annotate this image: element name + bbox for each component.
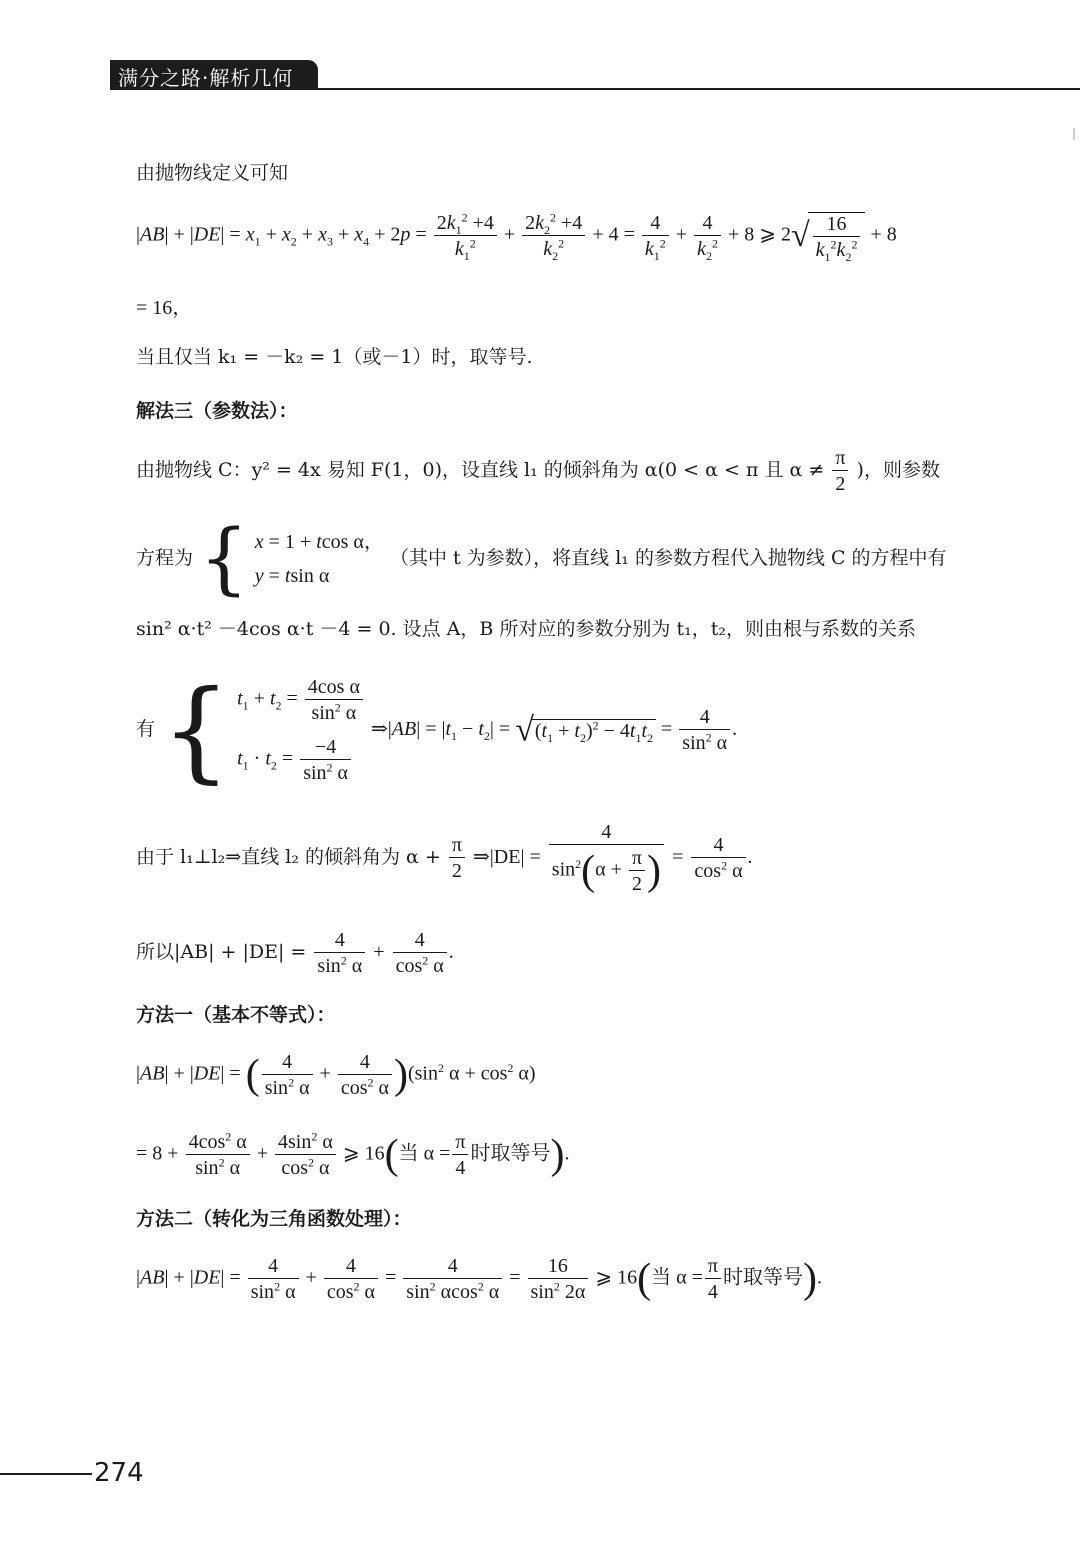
equality-note: 当 α = bbox=[398, 1142, 451, 1165]
text-line-4: 当且仅当 k₁ = －k₂ = 1（或－1）时，取等号. bbox=[136, 346, 533, 368]
header-rule bbox=[318, 88, 1080, 90]
equation-line-2: $|AB| + |DE| = x_1 + x_2 + x_3 + x_4 + 2p$ = $\frac{2k_1^2 +4}{k_1^2}$ + $\frac{2k_2^2 +4}{k_2^2}$ + 4 = $\frac{4}{k_1^2}$ + $\frac{4}{k_2^2}$ + 8 ⩾ 2√ $\frac{16}{k_1^2k_2^2}$ + 8 bbox=[136, 210, 897, 264]
heading-method-one: 方法一（基本不等式）： bbox=[136, 1004, 336, 1026]
equation-line-13: |AB| + |DE| = $\frac{4}{\sin^2 \alpha}$ + $\frac{4}{\cos^2 \alpha}$ = $\frac{4}{\sin^2 \alpha\cos^2 \alpha}$ = $\frac{16}{\sin^2 2\alpha}$ ⩾ 16(当 α = $\frac{\pi}{4}$ 时取等号). bbox=[136, 1255, 822, 1303]
text-line-5: 由抛物线 C：y² = 4x 易知 F(1，0)，设直线 l₁ 的倾斜角为 α(0 < α < π 且 α ≠ $\frac{\pi}{2}$ )，则参数 bbox=[136, 447, 940, 495]
text-line-8a: 有 bbox=[136, 718, 156, 740]
text-line-1: 由抛物线定义可知 bbox=[136, 162, 289, 184]
equation-line-11: |AB| + |DE| = ( $\frac{4}{\sin^2 \alpha}$ + $\frac{4}{\cos^2 \alpha}$ )($\sin^2$ $\alpha + \cos^2 \alpha$) bbox=[136, 1051, 536, 1099]
text-line-9: 由于 l₁⊥l₂⇒直线 l₂ 的倾斜角为 α + $\frac{\pi}{2}$ ⇒|DE| = 4 $\sin^2(\alpha$ + $\frac{\pi}{2}$ ) = $\frac{4}{\cos^2 \alpha}$ . bbox=[136, 821, 753, 895]
heading-method-two: 方法二（转化为三角函数处理）： bbox=[136, 1208, 412, 1230]
text-line-5b: )，则参数 bbox=[856, 459, 940, 481]
text-line-9b: ⇒|DE| = bbox=[473, 846, 541, 868]
text-line-6: 方程为 { x = 1 + tcos α， y = tsin α （其中 t 为参数），将直线 l₁ 的参数方程代入抛物线 C 的方程中有 bbox=[136, 514, 947, 604]
text-line-7: sin² α·t² －4cos α·t －4 = 0. 设点 A，B 所对应的参数分别为 t₁，t₂，则由根与系数的关系 bbox=[136, 618, 916, 640]
text-line-6b: （其中 t 为参数），将直线 l₁ 的参数方程代入抛物线 C 的方程中有 bbox=[389, 547, 947, 569]
equation-line-12: = 8 + $\frac{4\cos^2 \alpha}{\sin^2 \alpha}$ + $\frac{4\sin^2 \alpha}{\cos^2 \alpha}$ ⩾ 16(当 α = $\frac{\pi}{4}$ 时取等号). bbox=[136, 1129, 570, 1179]
footer-rule bbox=[0, 1473, 92, 1475]
equality-note-b2: 时取等号 bbox=[722, 1266, 803, 1289]
text-line-10a: 所以|AB| + |DE| = bbox=[136, 941, 307, 963]
header-title: 满分之路·解析几何 bbox=[118, 66, 294, 90]
equation-line-3: = 16， bbox=[136, 297, 193, 319]
text-line-6a: 方程为 bbox=[136, 547, 194, 569]
text-line-5a: 由抛物线 C：y² = 4x 易知 F(1，0)，设直线 l₁ 的倾斜角为 α(0 < α < π 且 α ≠ bbox=[136, 459, 825, 481]
text-line-9a: 由于 l₁⊥l₂⇒直线 l₂ 的倾斜角为 α + bbox=[136, 846, 441, 868]
page-number: 274 bbox=[94, 1458, 144, 1488]
equality-note-2: 时取等号 bbox=[470, 1142, 551, 1165]
equality-note-b: 当 α = bbox=[651, 1266, 703, 1289]
text-line-8: 有 { $t_1 + t_2$ = $\frac{\text{4cos α}}{\sin^2 \alpha}$ $t_1 \cdot t_2$ = $\frac{-4}{\sin^2 \alpha}$ ⇒|AB| = $|t_1 - t_2| = √(t_1 + t_2)^2 - 4t_1t_2$ = $\frac{4}{\sin^2 \alpha}$ . bbox=[136, 666, 738, 794]
heading-method-three: 解法三（参数法）： bbox=[136, 400, 298, 422]
text-line-10: 所以|AB| + |DE| = $\frac{4}{\sin^2 \alpha}$ + $\frac{4}{\cos^2 \alpha}$ . bbox=[136, 929, 454, 977]
scan-mark bbox=[1073, 128, 1075, 140]
